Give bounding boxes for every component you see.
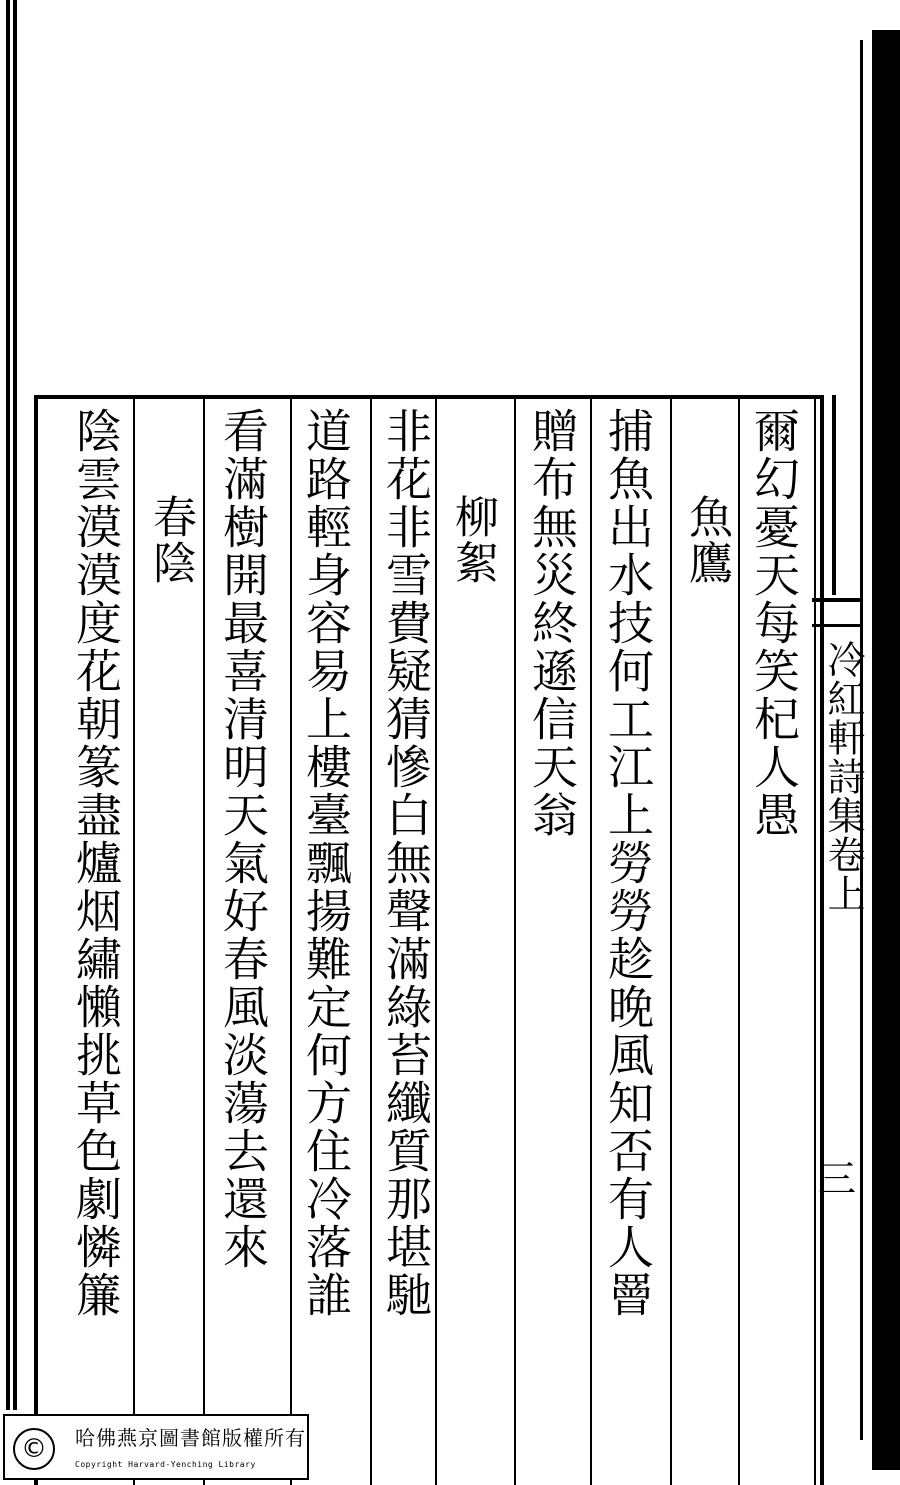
column-rule	[370, 399, 372, 1485]
poem-line: 贈布無災終遜信天翁	[525, 407, 579, 839]
copyright-icon: ©	[13, 1428, 55, 1470]
margin-book-title: 冷紅軒詩集卷上	[821, 640, 865, 913]
column-rule	[814, 399, 816, 1485]
fishtail-mark	[812, 598, 862, 627]
poem-title-fish-cormorant: 魚鷹	[681, 494, 732, 586]
poem-line: 看滿樹開最喜清明天氣好春風淡蕩去還來	[216, 407, 270, 1271]
column-rule	[590, 399, 592, 1485]
folio-number: 三	[818, 1157, 857, 1201]
poem-line: 爾幻憂天每笑杞人愚	[747, 407, 801, 839]
column-rule	[133, 399, 135, 1485]
column-rule	[738, 399, 740, 1485]
column-rule	[203, 399, 205, 1485]
column-rule	[514, 399, 516, 1485]
poem-line: 捕魚出水技何工江上勞勞趁晚風知否有人罾	[601, 407, 655, 1319]
poem-line: 道路輕身容易上樓臺飄揚難定何方住冷落誰	[299, 407, 353, 1319]
copyright-stamp	[3, 1414, 309, 1480]
left-binding-edge	[6, 0, 10, 1410]
column-rule	[290, 399, 292, 1485]
poem-title-spring-overcast: 春陰	[145, 494, 196, 586]
right-binding-edge	[872, 30, 900, 1470]
stamp-title: 哈佛燕京圖書館版權所有	[75, 1426, 306, 1450]
column-rule	[670, 399, 672, 1485]
poem-title-willow-catkins: 柳絮	[447, 494, 498, 586]
poem-line: 陰雲漠漠度花朝篆盡爐烟繡懶挑草色劇憐簾	[69, 407, 123, 1319]
stamp-copyright-line: Copyright Harvard-Yenching Library	[75, 1460, 256, 1469]
right-block-edge	[832, 395, 836, 595]
text-block	[34, 395, 824, 1485]
left-binding-shadow	[13, 0, 17, 1410]
poem-line: 非花非雪費疑猜慘白無聲滿綠苔纖質那堪馳	[379, 407, 433, 1319]
